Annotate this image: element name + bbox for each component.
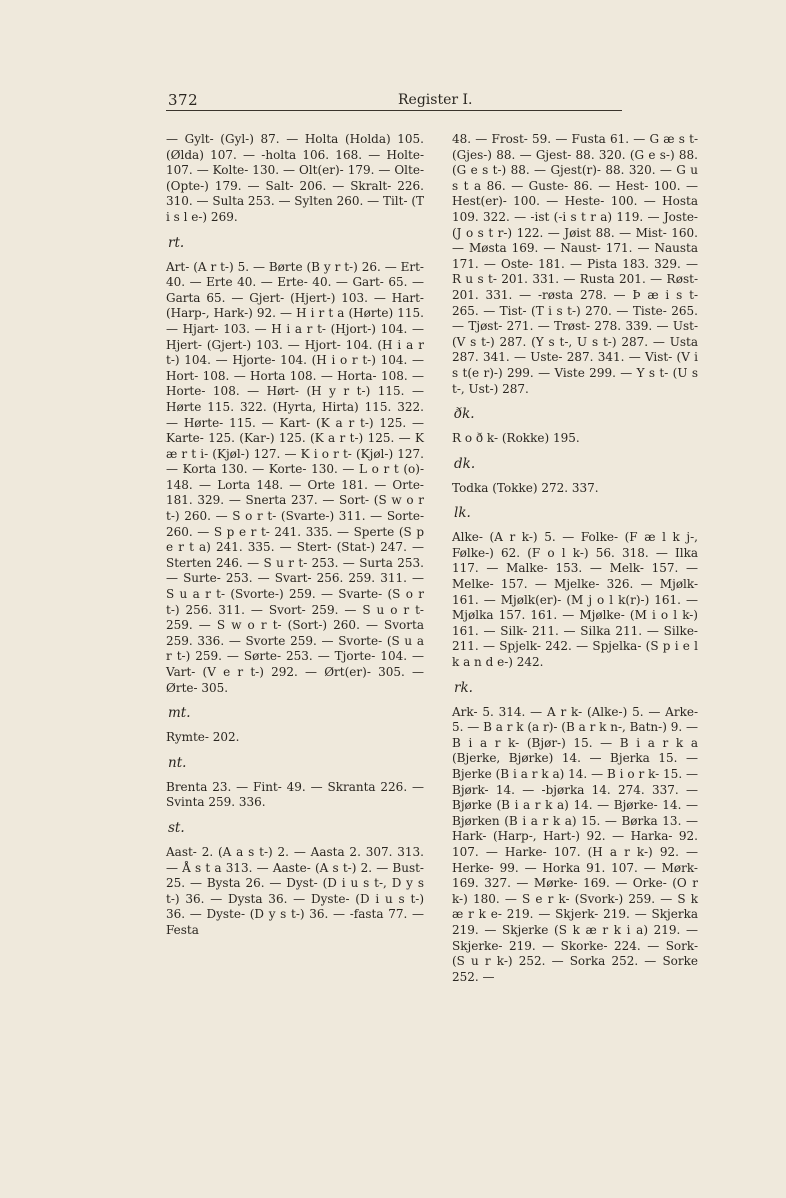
section-heading: mt. xyxy=(168,705,191,722)
section-text: Alke- (A r k-) 5. — Folke- (F æ l k j-, Følke-) 62. (F o l k-) 56. 318. — Ilka 117. — Malke- 153. — Melk- 157. — Melke- 157. — Mjelke- 326. — Mjølk- 161. — Mjølk(er)- (M j o l k(r)-) 161. — Mjølka 157. 161. — Mjølke- (M i o l k-) 161. — Silk- 211. — Silka 211. — Silke- 211. — Spjelk- 242. — Spjelka- (S p i e l k a n d e-) 242. xyxy=(452,530,698,670)
section-heading: dk. xyxy=(454,455,476,472)
section-st xyxy=(166,819,424,939)
section-nt xyxy=(166,754,424,811)
right-column xyxy=(452,132,698,985)
section-dhk xyxy=(452,405,698,447)
section-text: Aast- 2. (A a s t-) 2. — Aasta 2. 307. 313. — Å s t a 313. — Aaste- (A s t-) 2. — Bust- 25. — Bysta 26. — Dyst- (D i u s t-, D y s t-) 36. — Dysta 36. — Dyste- (D i u s t-) 36. — Dyste- (D y s t-) 36. — -fasta 77. — Festa xyxy=(166,844,424,937)
section-text: Brenta 23. — Fint- 49. — Skranta 226. — Svinta 259. 336. xyxy=(166,779,424,810)
section-heading: rk. xyxy=(454,679,473,696)
section-text: Todka (Tokke) 272. 337. xyxy=(452,480,599,495)
section-rt xyxy=(166,234,424,697)
section-heading: st. xyxy=(168,819,185,836)
section-heading: rt. xyxy=(168,234,185,251)
section-rk xyxy=(452,679,698,986)
section-heading: lk. xyxy=(454,505,471,522)
section-text: Art- (A r t-) 5. — Børte (B y r t-) 26. — Ert- 40. — Erte 40. — Erte- 40. — Gart- 65. — Garta 65. — Gjert- (Hjert-) 103. — Hart- (Harp-, Hark-) 92. — H i r t a (Hørte) 115. — Hjart- 103. — H i a r t- (Hjort-) 104. — Hjert- (Gjert-) 103. — Hjort- 104. (H i a r t-) 104. — Hjorte- 104. (H i o r t-) 104. — Hort- 108. — Horta 108. — Horta- 108. — Horte- 108. — Hørt- (H y r t-) 115. — Hørte 115. 322. (Hyrta, Hirta) 115. 322. — Hørte- 115. — Kart- (K a r t-) 125. — Karte- 125. (Kar-) 125. (K a r t-) 125. — K æ r t i- (Kjøl-) 127. — K i o r t- (Kjøl-) 127. — Korta 130. — Korte- 130. — L o r t (o)- 148. — Lorta 148. — Orte 181. — Orte- 181. 329. — Snerta 237. — Sort- (S w o r t-) 260. — S o r t- (Svarte-) 311. — Sorte- 260. — S p e r t- 241. 335. — Sperte (S p e r t a) 241. 335. — Stert- (Stat-) 247. — Sterten 246. — S u r t- 253. — Surta 253. — Surte- 253. — Svart- 256. 259. 311. — S u a r t- (Svorte-) 259. — Svarte- (S o r t-) 256. 311. — Svort- 259. — S u o r t- 259. — S w o r t- (Sort-) 260. — Svorta 259. 336. — Svorte 259. — Svorte- (S u a r t-) 259. — Sørte- 253. — Tjorte- 104. — Vart- (V e r t-) 292. — Ørt(er)- 305. — Ørte- 305. xyxy=(166,259,424,695)
section-st-continued xyxy=(452,132,698,397)
running-title: Register I. xyxy=(398,92,473,108)
section-heading: ðk. xyxy=(454,406,475,423)
left-column xyxy=(166,132,424,939)
section-text: 48. — Frost- 59. — Fusta 61. — G æ s t- (Gjes-) 88. — Gjest- 88. 320. (G e s-) 88. (G e s t-) 88. — Gjest(r)- 88. 320. — G u s t a 86. — Guste- 86. — Hest- 100. — Hest(er)- 100. — Heste- 100. — Hosta 109. 322. — -ist (-i s t r a) 119. — Joste- (J o s t r-) 122. — Jøist 88. — Mist- 160. — Møsta 169. — Naust- 171. — Nausta 171. — Oste- 181. — Pista 183. 329. — R u s t- 201. 331. — Rusta 201. — Røst- 201. 331. — -røsta 278. — Þ æ i s t- 265. — Tist- (T i s t-) 270. — Tiste- 265. — Tjøst- 271. — Trøst- 278. 339. — Ust- (V s t-) 287. (Y s t-, U s t-) 287. — Usta 287. 341. — Uste- 287. 341. — Vist- (V i s t(e r)-) 299. — Viste 299. — Y s t- (U s t-, Ust-) 287. xyxy=(452,132,698,396)
section-text: R o ð k- (Rokke) 195. xyxy=(452,431,580,446)
page-number: 372 xyxy=(168,91,199,109)
section-text: — Gylt- (Gyl-) 87. — Holta (Holda) 105. (Ølda) 107. — -holta 106. 168. — Holte- 107. — Kolte- 130. — Olt(er)- 179. — Olte- (Opte-) 179. — Salt- 206. — Skralt- 226. 310. — Sulta 253. — Sylten 260. — Tilt- (T i s l e-) 269. xyxy=(166,132,424,224)
section-text: Rymte- 202. xyxy=(166,730,240,745)
section-lt xyxy=(166,132,424,226)
section-heading: nt. xyxy=(168,754,187,771)
page-header xyxy=(166,88,622,111)
section-lk xyxy=(452,504,698,670)
section-text: Ark- 5. 314. — A r k- (Alke-) 5. — Arke- 5. — B a r k (a r)- (B a r k n-, Batn-) 9. — B i a r k- (Bjør-) 15. — B i a r k a (Bjerke, Bjørke) 14. — Bjerka 15. — Bjerke (B i a r k a) 14. — B i o r k- 15. — Bjørk- 14. — -bjørka 14. 274. 337. — Bjørke (B i a r k a) 14. — Bjørke- 14. — Bjørken (B i a r k a) 15. — Børka 13. — Hark- (Harp-, Hart-) 92. — Harka- 92. 107. — Harke- 107. (H a r k-) 92. — Herke- 99. — Horka 91. 107. — Mørk- 169. 327. — Mørke- 169. — Orke- (O r k-) 180. — S e r k- (Svork-) 259. — S k æ r k e- 219. — Skjerk- 219. — Skjerka 219. — Skjerke (S k æ r k i a) 219. — Skjerke- 219. — Skorke- 224. — Sork- (S u r k-) 252. — Sorka 252. — Sorke 252. — xyxy=(452,704,698,984)
section-dk xyxy=(452,455,698,497)
section-mt xyxy=(166,704,424,746)
